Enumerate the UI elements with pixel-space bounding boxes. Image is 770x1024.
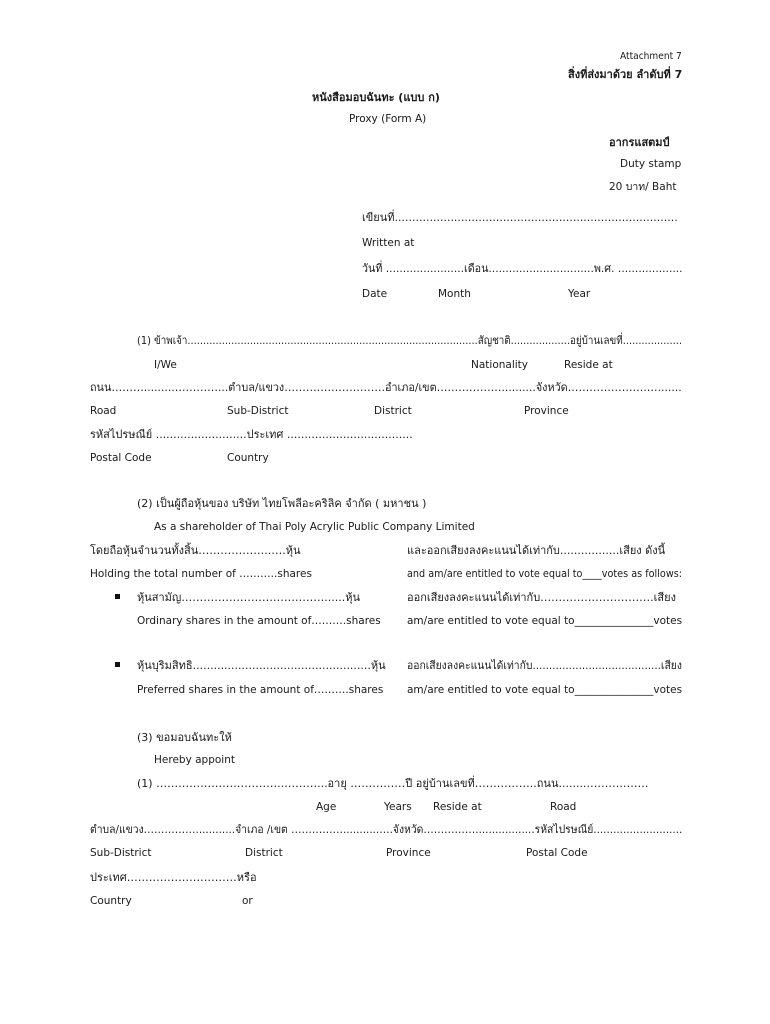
postal-code-label: Postal Code bbox=[526, 847, 588, 859]
preferred-votes-label: am/are entitled to vote equal to_______________votes bbox=[407, 684, 683, 696]
years-label: Years bbox=[384, 801, 412, 813]
bullet-icon bbox=[115, 594, 120, 599]
preferred-votes-field[interactable]: ออกเสียงลงคะแนนได้เท่ากับ.......................................เสียง bbox=[407, 659, 682, 672]
proxy1-country-line[interactable]: ประเทศ…………………………หรือ bbox=[90, 871, 257, 884]
section3-appoint-thai: (3) ขอมอบฉันทะให้ bbox=[137, 731, 232, 744]
subdistrict-label: Sub-District bbox=[227, 405, 289, 417]
stamp-label-thai: อากรแสตมป์ bbox=[609, 136, 670, 149]
road-label: Road bbox=[90, 405, 117, 417]
proxy1-name-line[interactable]: (1) ……………………………..………...อายุ ……………ปี อยู่บ้านเลขที่……………..ถนน........……….……. bbox=[137, 777, 649, 790]
age-label: Age bbox=[316, 801, 337, 813]
section1-address-line[interactable]: ถนน……….........…………...ตำบล/แขวง……………………….อำเภอ/เขต………………..........จังหวัด………………….…....... bbox=[90, 381, 682, 394]
section2-shareholder-thai: (2) เป็นผู้ถือหุ้นของ บริษัท ไทยโพลีอะคริลิค จำกัด ( มหาชน ) bbox=[137, 497, 427, 510]
preferred-shares-field[interactable]: หุ้นบุริมสิทธิ...................................................หุ้น bbox=[137, 659, 386, 672]
stamp-label-english: Duty stamp bbox=[620, 158, 682, 170]
total-shares-label: Holding the total number of ………..shares bbox=[90, 568, 312, 580]
attachment-label: Attachment 7 bbox=[620, 51, 682, 62]
form-title-thai: หนังสือมอบฉันทะ (แบบ ก) bbox=[312, 91, 440, 104]
section2-shareholder-english: As a shareholder of Thai Poly Acrylic Public Company Limited bbox=[154, 521, 475, 533]
district-label: District bbox=[245, 847, 283, 859]
section1-postal-line[interactable]: รหัสไปรษณีย์ ..........................ประเทศ .................................... bbox=[90, 428, 413, 441]
reside-at-label: Reside at bbox=[433, 801, 482, 813]
reside-label: Reside at bbox=[564, 359, 613, 371]
subdistrict-label: Sub-District bbox=[90, 847, 152, 859]
year-label: Year bbox=[568, 288, 591, 300]
proxy1-address-line[interactable]: ตำบล/แขวง……………............จำเภอ /เขต ……………...........….จังหวัด……………..................รหัสไปรษณีย์........................... bbox=[90, 823, 683, 836]
ordinary-votes-label: am/are entitled to vote equal to_______________votes bbox=[407, 615, 683, 627]
month-label: Month bbox=[438, 288, 471, 300]
nationality-label: Nationality bbox=[471, 359, 529, 371]
attachment-label-thai: สิ่งที่ส่งมาด้วย ลำดับที่ 7 bbox=[568, 68, 683, 81]
total-votes-label: and am/are entitled to vote equal to____votes as follows: bbox=[407, 568, 683, 580]
date-label: Date bbox=[362, 288, 388, 300]
written-at-field[interactable]: เขียนที่................................................................................. bbox=[362, 211, 678, 224]
total-votes-field[interactable]: และออกเสียงลงคะแนนได้เท่ากับ.................เสียง ดังนี้ bbox=[407, 544, 666, 557]
date-field-line[interactable]: วันที่ .......................เดือน...............................พ.ศ. ................... bbox=[362, 262, 683, 275]
country-label: Country bbox=[227, 452, 269, 464]
ordinary-shares-label: Ordinary shares in the amount of……….shares bbox=[137, 615, 381, 627]
district-label: District bbox=[374, 405, 412, 417]
or-label: or bbox=[242, 895, 253, 907]
country-label: Country bbox=[90, 895, 132, 907]
road-label: Road bbox=[550, 801, 577, 813]
stamp-amount: 20 บาท/ Baht bbox=[609, 181, 677, 193]
postal-code-label: Postal Code bbox=[90, 452, 152, 464]
bullet-icon bbox=[115, 662, 120, 667]
preferred-shares-label: Preferred shares in the amount of……….shares bbox=[137, 684, 384, 696]
province-label: Province bbox=[386, 847, 431, 859]
section3-appoint-english: Hereby appoint bbox=[154, 754, 235, 766]
ordinary-votes-field[interactable]: ออกเสียงลงคะแนนได้เท่ากับ………………………….เสียง bbox=[407, 591, 676, 604]
ordinary-shares-field[interactable]: หุ้นสามัญ…………………………………......หุ้น bbox=[137, 591, 361, 604]
form-title-english: Proxy (Form A) bbox=[349, 113, 427, 125]
province-label: Province bbox=[524, 405, 569, 417]
section1-line1[interactable]: (1) ข้าพเจ้า.............................................................................................สัญชาติ...................อยู่บ้านเลขที่................... bbox=[137, 334, 683, 347]
iwe-label: I/We bbox=[154, 359, 177, 371]
total-shares-field[interactable]: โดยถือหุ้นจำนวนทั้งสิ้น………………..….หุ้น bbox=[90, 544, 301, 557]
written-at-label: Written at bbox=[362, 237, 415, 249]
